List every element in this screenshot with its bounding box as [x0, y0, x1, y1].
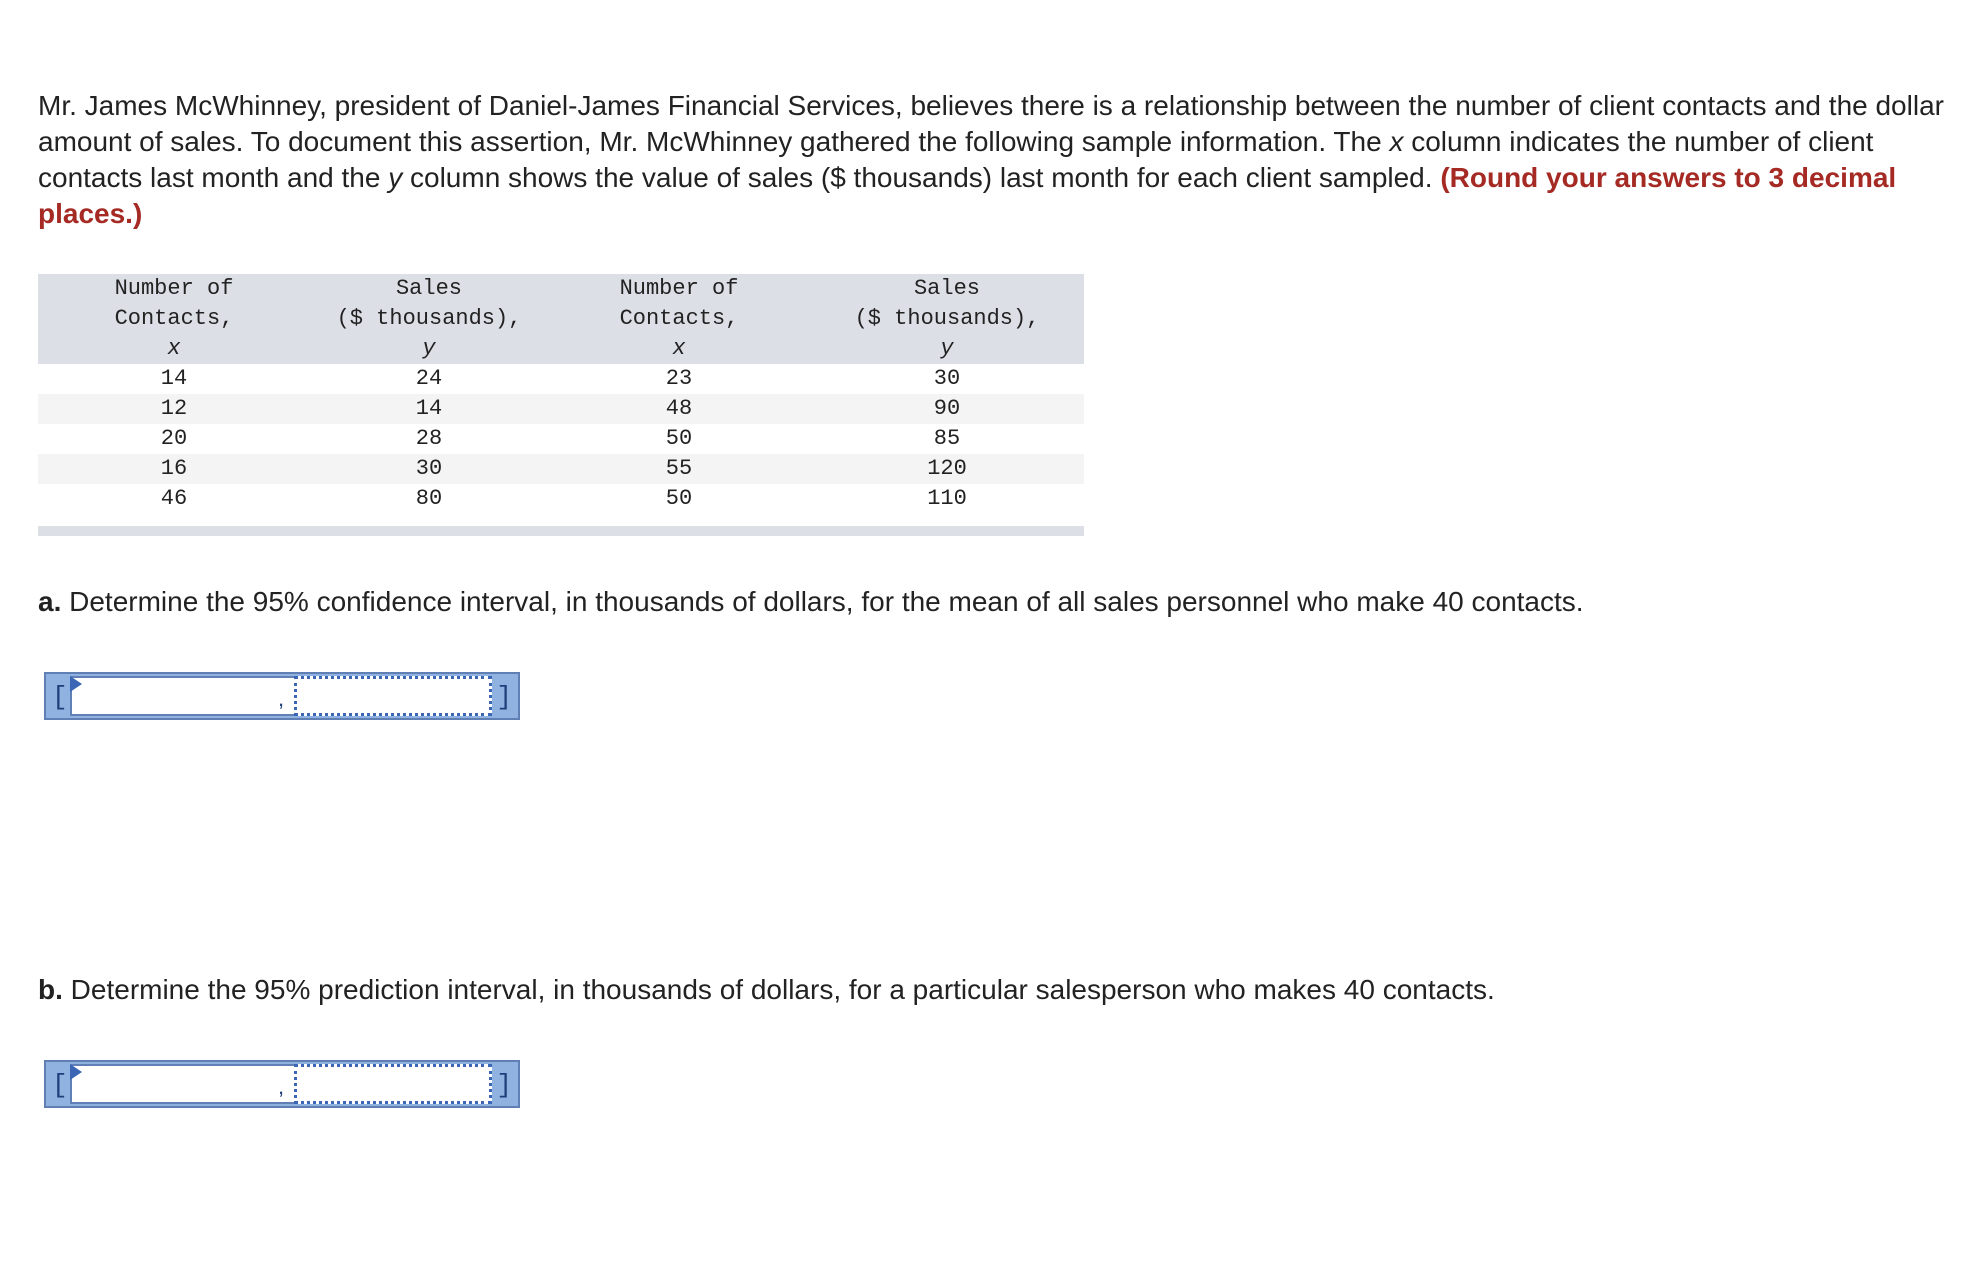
header-row [38, 274, 1084, 364]
table-cell: 12 [160, 396, 188, 421]
interval-separator: , [278, 1074, 285, 1099]
table-cell: 46 [160, 486, 188, 511]
table-cell: 16 [160, 456, 188, 481]
header-line1: Sales [913, 276, 980, 301]
header-contacts-x-1 [38, 274, 310, 364]
header-line2: Contacts, [619, 306, 739, 331]
table-cell: 120 [927, 456, 967, 481]
question-a-text: Determine the 95% confidence interval, in thousands of dollars, for the mean of all sales personnel who make 40 contacts. [61, 586, 1584, 617]
table-cell: 50 [665, 426, 693, 451]
flag-icon [70, 1064, 82, 1080]
header-contacts-x-2 [548, 274, 810, 364]
flag-icon [70, 676, 82, 692]
footer-bar [38, 526, 1084, 536]
header-var: y [940, 336, 954, 361]
table-row [38, 454, 1084, 484]
problem-statement [38, 88, 1948, 232]
table-row [38, 484, 1084, 514]
table-cell: 85 [933, 426, 961, 451]
table-row [38, 394, 1084, 424]
question-b-text: Determine the 95% prediction interval, in thousands of dollars, for a particular salesperson who makes 40 contacts. [62, 974, 1495, 1005]
rounding-instruction: (Round your answers to 3 decimal places.) [38, 162, 1897, 229]
header-var: x [167, 336, 181, 361]
table-cell: 23 [665, 366, 693, 391]
answer-a-upper-input[interactable] [294, 676, 492, 716]
answer-b-interval [44, 1060, 520, 1108]
table-cell: 110 [927, 486, 967, 511]
header-line2: ($ thousands), [336, 306, 522, 331]
header-sales-y-2 [810, 274, 1084, 364]
question-b [38, 972, 1495, 1008]
header-line1: Sales [395, 276, 462, 301]
table-cell: 14 [160, 366, 188, 391]
table-cell: 30 [933, 366, 961, 391]
intro-text-3: column shows the value of sales ($ thousands) last month for each client sampled. [402, 162, 1441, 193]
open-bracket: [ [52, 682, 68, 712]
header-var: x [672, 336, 686, 361]
table-row [38, 424, 1084, 454]
table-footer [38, 514, 1084, 536]
header-line1: Number of [114, 276, 234, 301]
variable-x: x [1389, 126, 1404, 157]
table-cell: 24 [415, 366, 443, 391]
answer-b-upper-input[interactable] [294, 1064, 492, 1104]
table-cell: 80 [415, 486, 443, 511]
header-line2: Contacts, [114, 306, 234, 331]
question-b-letter: b. [38, 974, 63, 1005]
table-header [38, 274, 1084, 364]
question-a [38, 584, 1584, 620]
footer-spacer [38, 514, 1084, 526]
interval-separator: , [278, 686, 285, 711]
table-cell: 48 [665, 396, 693, 421]
table-row [38, 364, 1084, 394]
header-sales-y-1 [310, 274, 548, 364]
header-line2: ($ thousands), [854, 306, 1040, 331]
table-cell: 55 [665, 456, 693, 481]
open-bracket: [ [52, 1070, 68, 1100]
close-bracket: ] [496, 682, 512, 712]
close-bracket: ] [496, 1070, 512, 1100]
table-cell: 28 [415, 426, 443, 451]
table-body [38, 364, 1084, 514]
header-line1: Number of [619, 276, 739, 301]
table-cell: 90 [933, 396, 961, 421]
table-cell: 50 [665, 486, 693, 511]
intro-text-2: column indicates the number of client contacts last month and the [38, 126, 1874, 193]
table-cell: 20 [160, 426, 188, 451]
question-a-letter: a. [38, 586, 62, 617]
answer-a-interval [44, 672, 520, 720]
data-table [38, 274, 1084, 536]
header-var: y [422, 336, 436, 361]
table-cell: 14 [415, 396, 443, 421]
intro-text-1: Mr. James McWhinney, president of Daniel-James Financial Services, believes there is a relationship between the number of client contacts and the dollar amount of sales. To document this assertion, Mr. McWhinney gathered the following sample information. The [38, 90, 1944, 157]
variable-y: y [388, 162, 403, 193]
table-cell: 30 [415, 456, 443, 481]
